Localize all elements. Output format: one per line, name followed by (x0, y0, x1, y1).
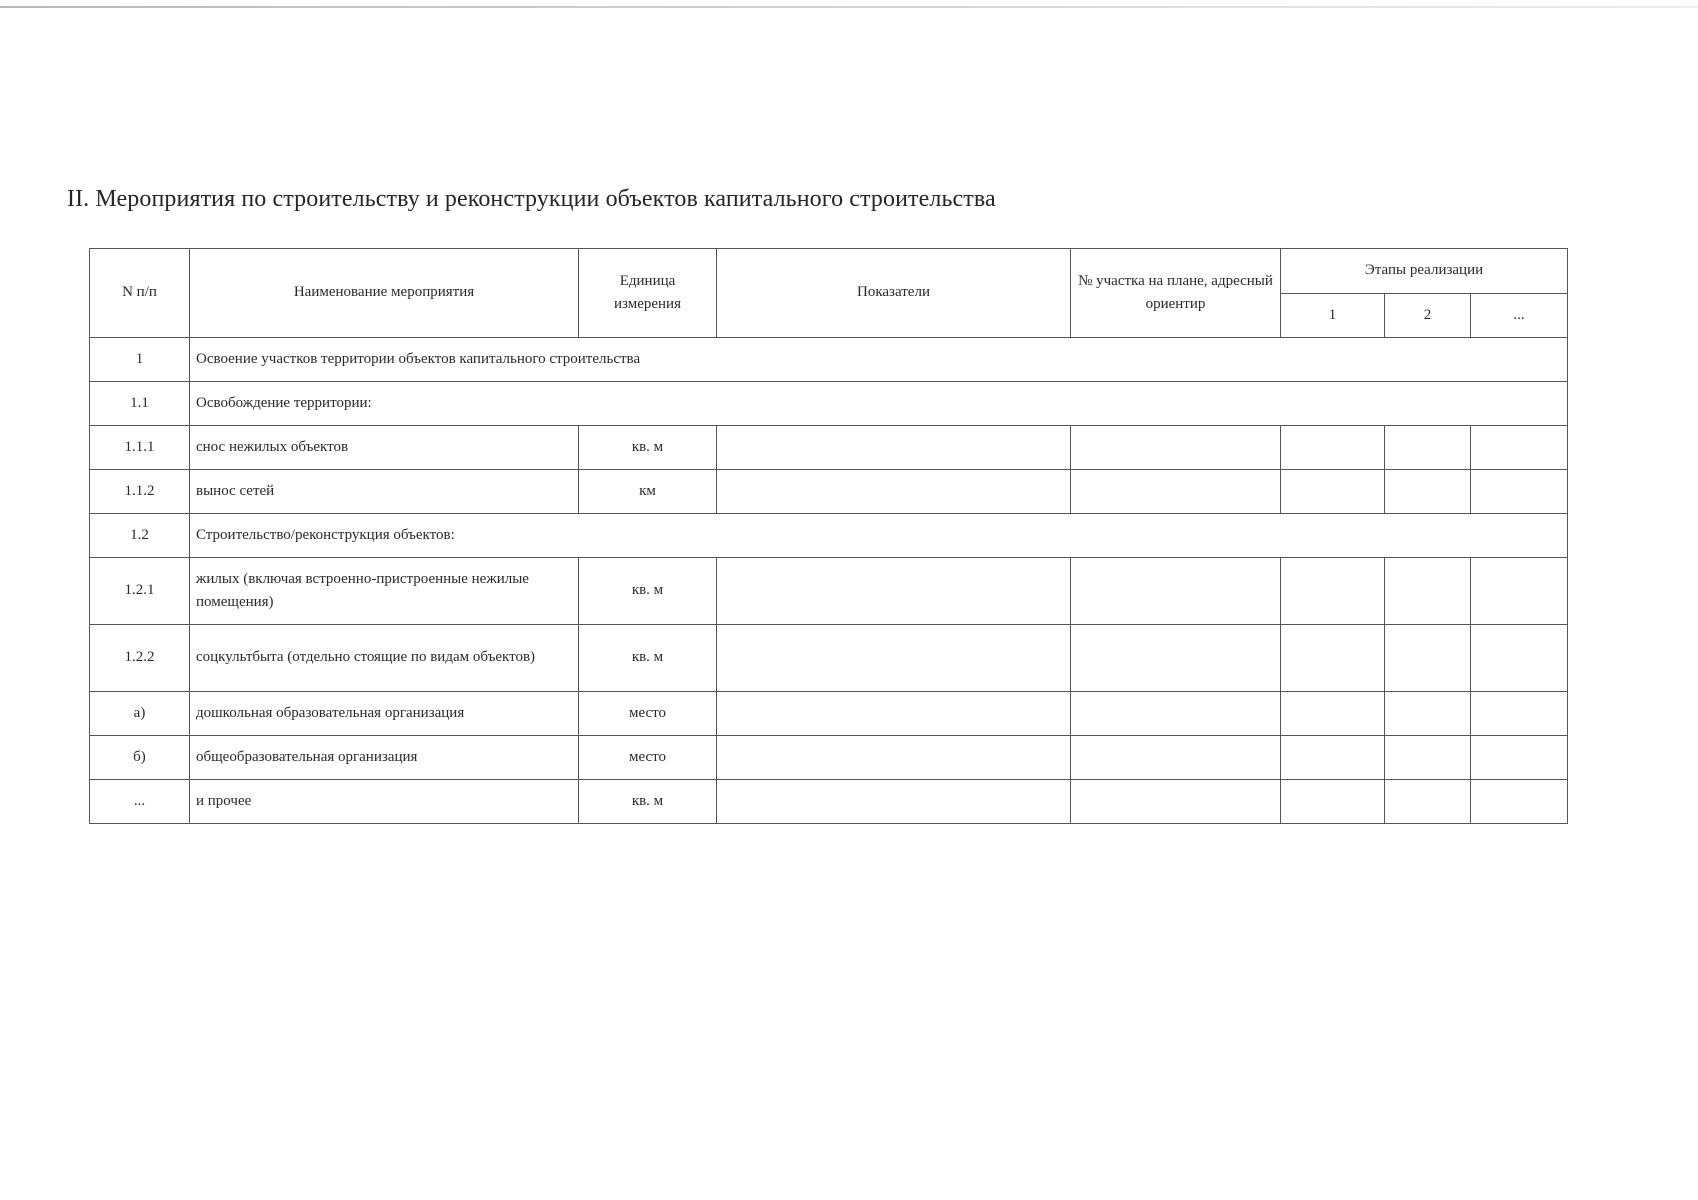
row-unit: место (579, 736, 717, 780)
scan-top-edge (0, 6, 1698, 8)
row-plot-cell (1071, 780, 1281, 824)
header-stage-1: 1 (1281, 294, 1385, 338)
row-name: жилых (включая встроенно-пристроенные нежилые помещения) (190, 558, 579, 625)
row-plot-cell (1071, 625, 1281, 692)
row-stage-2-cell (1385, 692, 1471, 736)
row-stage-2-cell (1385, 426, 1471, 470)
row-stage-more-cell (1471, 692, 1568, 736)
header-stages: Этапы реализации (1281, 249, 1568, 294)
row-unit: кв. м (579, 558, 717, 625)
row-num: ... (90, 780, 190, 824)
table-row (90, 736, 1568, 780)
row-stage-more-cell (1471, 780, 1568, 824)
header-stage-more: ... (1471, 294, 1568, 338)
row-stage-2-cell (1385, 625, 1471, 692)
row-num: б) (90, 736, 190, 780)
row-stage-1-cell (1281, 426, 1385, 470)
row-num: 1.2.2 (90, 625, 190, 692)
row-stage-1-cell (1281, 625, 1385, 692)
row-plot-cell (1071, 426, 1281, 470)
row-name: Освобождение территории: (190, 382, 1568, 426)
row-plot-cell (1071, 558, 1281, 625)
row-num: а) (90, 692, 190, 736)
row-stage-more-cell (1471, 625, 1568, 692)
table-row (90, 780, 1568, 824)
row-name: Строительство/реконструкция объектов: (190, 514, 1568, 558)
table-row (90, 558, 1568, 625)
table-row (90, 426, 1568, 470)
table-row (90, 625, 1568, 692)
row-stage-1-cell (1281, 692, 1385, 736)
row-stage-1-cell (1281, 558, 1385, 625)
header-stage-2: 2 (1385, 294, 1471, 338)
row-num: 1.2.1 (90, 558, 190, 625)
section-heading: II. Мероприятия по строительству и реконструкции объектов капитального строительства (67, 186, 996, 212)
row-stage-1-cell (1281, 736, 1385, 780)
row-name: и прочее (190, 780, 579, 824)
row-stage-more-cell (1471, 558, 1568, 625)
row-name: соцкультбыта (отдельно стоящие по видам объектов) (190, 625, 579, 692)
row-stage-1-cell (1281, 780, 1385, 824)
row-indicators-cell (717, 625, 1071, 692)
row-num: 1.2 (90, 514, 190, 558)
row-indicators-cell (717, 780, 1071, 824)
row-indicators-cell (717, 426, 1071, 470)
row-plot-cell (1071, 736, 1281, 780)
header-indicators: Показатели (717, 249, 1071, 338)
table-row (90, 470, 1568, 514)
row-plot-cell (1071, 692, 1281, 736)
row-unit: кв. м (579, 625, 717, 692)
row-num: 1.1.2 (90, 470, 190, 514)
table-row (90, 382, 1568, 426)
row-indicators-cell (717, 470, 1071, 514)
row-num: 1 (90, 338, 190, 382)
row-stage-2-cell (1385, 558, 1471, 625)
row-stage-more-cell (1471, 736, 1568, 780)
row-stage-more-cell (1471, 426, 1568, 470)
row-name: вынос сетей (190, 470, 579, 514)
header-num: N п/п (90, 249, 190, 338)
row-name: Освоение участков территории объектов капитального строительства (190, 338, 1568, 382)
header-name: Наименование мероприятия (190, 249, 579, 338)
row-name: снос нежилых объектов (190, 426, 579, 470)
row-indicators-cell (717, 736, 1071, 780)
table-row (90, 514, 1568, 558)
row-plot-cell (1071, 470, 1281, 514)
activities-table (89, 248, 1568, 824)
row-indicators-cell (717, 692, 1071, 736)
header-unit: Единица измерения (579, 249, 717, 338)
row-stage-2-cell (1385, 736, 1471, 780)
header-plot: № участка на плане, адресный ориентир (1071, 249, 1281, 338)
row-name: общеобразовательная организация (190, 736, 579, 780)
row-stage-2-cell (1385, 470, 1471, 514)
row-unit: кв. м (579, 426, 717, 470)
row-stage-2-cell (1385, 780, 1471, 824)
row-num: 1.1 (90, 382, 190, 426)
row-stage-more-cell (1471, 470, 1568, 514)
row-indicators-cell (717, 558, 1071, 625)
row-name: дошкольная образовательная организация (190, 692, 579, 736)
row-unit: кв. м (579, 780, 717, 824)
row-unit: км (579, 470, 717, 514)
row-unit: место (579, 692, 717, 736)
row-num: 1.1.1 (90, 426, 190, 470)
table-row (90, 692, 1568, 736)
row-stage-1-cell (1281, 470, 1385, 514)
table-row (90, 338, 1568, 382)
header-row (90, 249, 1568, 294)
